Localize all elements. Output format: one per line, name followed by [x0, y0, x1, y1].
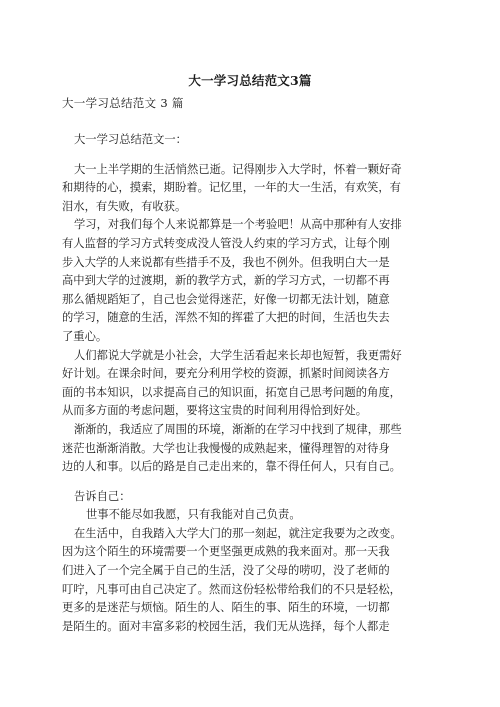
paragraph-line: 们进入了一个完全属于自己的生活，没了父母的唠叨，没了老师的: [62, 564, 390, 578]
paragraph-1: [62, 161, 438, 217]
paragraph-line: 有人监督的学习方式转变成没人管没人约束的学习方式，让每个刚: [62, 236, 390, 250]
paragraph-line: 边的人和事。以后的路是自己走出来的，靠不得任何人，只有自己。: [62, 460, 401, 474]
paragraph-line: 了重心。: [62, 329, 108, 343]
paragraph-line: 学习，对我们每个人来说都算是一个考验吧！从高中那种有人安排: [74, 218, 402, 232]
paragraph-line: 渐渐的，我适应了周围的环境，渐渐的在学习中找到了规律，那些: [74, 422, 402, 436]
paragraph-line: 那么循规蹈矩了，自己也会觉得迷茫，好像一切都无法计划，随意: [62, 292, 390, 306]
section-heading: 大一学习总结范文一：: [74, 133, 187, 146]
paragraph-line: 更多的是迷茫与烦恼。陌生的人、陌生的事、陌生的环境，一切都: [62, 601, 390, 615]
paragraph-3: [62, 347, 438, 421]
tell-self-heading: 告诉自己：: [74, 489, 131, 503]
paragraph-line: 好计划。在课余时间，要充分利用学校的资源，抓紧时间阅读各方: [62, 367, 390, 381]
document-title: 大一学习总结范文3篇: [188, 73, 312, 88]
paragraph-line: 是陌生的。面对丰富多彩的校园生活，我们无从选择，每个人都走: [62, 619, 390, 633]
paragraph-line: 的学习，随意的生活，浑然不知的挥霍了大把的时间，生活也失去: [62, 311, 390, 325]
paragraph-line: 泪水，有失败，有收获。: [62, 199, 187, 213]
paragraph-line: 迷茫也渐渐消散。大学也让我慢慢的成熟起来，懂得理智的对待身: [62, 441, 390, 455]
paragraph-line: 叮咛，凡事可由自己决定了。然而这份轻松带给我们的不只是轻松，: [62, 582, 401, 596]
paragraph-line: 人们都说大学就是小社会，大学生活看起来长却也短暂，我更需好: [74, 348, 402, 362]
document-body: [62, 120, 438, 636]
paragraph-2: [62, 216, 438, 346]
paragraph-line: 面的书本知识，以求提高自己的知识面，拓宽自己思考问题的角度，: [62, 385, 401, 399]
paragraph-line: 在生活中，自我踏入大学大门的那一刻起，就注定我要为之改变。: [74, 526, 402, 540]
paragraph-5: [62, 525, 438, 637]
document-subtitle: 大一学习总结范文 3 篇: [62, 96, 184, 110]
paragraph-line: 和期待的心，摸索，期盼着。记忆里，一年的大一生活，有欢笑，有: [62, 181, 401, 195]
paragraph-4: [62, 421, 438, 477]
paragraph-line: 步入大学的人来说都有些措手不及，我也不例外。但我明白大一是: [62, 255, 390, 269]
paragraph-line: 大一上半学期的生活悄然已逝。记得刚步入大学时，怀着一颗好奇: [74, 162, 402, 176]
motto-line: 世事不能尽如我愿，只有我能对自己负责。: [86, 508, 301, 522]
paragraph-line: 高中到大学的过渡期，新的教学方式，新的学习方式，一切都不再: [62, 274, 390, 288]
paragraph-line: 因为这个陌生的环境需要一个更坚强更成熟的我来面对。那一天我: [62, 545, 390, 559]
paragraph-line: 从而多方面的考虑问题，要将这宝贵的时间利用得恰到好处。: [62, 404, 368, 418]
